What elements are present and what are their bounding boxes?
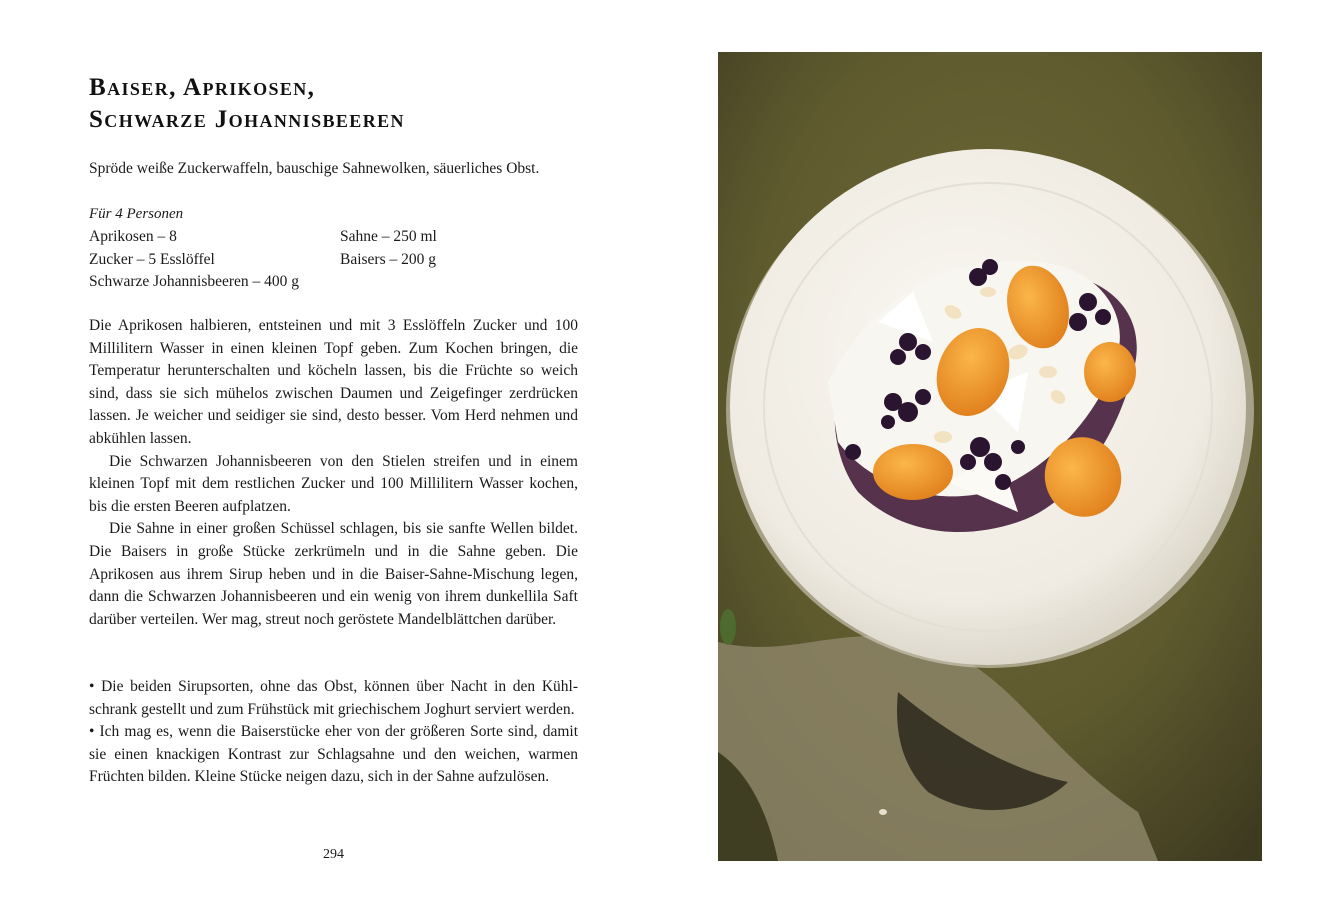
ingredient-item: Sahne – 250 ml [340,228,437,245]
dessert-photo [718,52,1262,861]
left-page [0,0,661,921]
method-paragraph: Die Aprikosen halbieren, entsteinen und mit 3 Esslöffeln Zucker und 100 Millilitern Wasser in einen kleinen Topf geben. Zum Kochen bringen, die Temperatur herunterschalten und köcheln lassen, bis die Früchte so weich sind, dass sie sich mühelos zwischen Daumen und Zeigefinger zerdrücken lassen. Je weicher und seidiger sie sind, desto besser. Vom Herd nehmen und abkühlen lassen. [89,317,578,447]
recipe-title [89,72,405,136]
tip-item: • Die beiden Sirupsorten, ohne das Obst, können über Nacht in den Kühlschrank gestellt und zum Frühstück mit griechischem Joghurt serviert werden. [89,678,578,718]
recipe-title-line-1: Baiser, Aprikosen, [89,74,316,101]
method-paragraph: Die Schwarzen Johannisbeeren von den Stielen streifen und in einem kleinen Topf mit dem restlichen Zucker und 100 Millilitern Wasser kochen, bis die ersten Beeren aufplatzen. [89,452,578,515]
servings-label: Für 4 Personen [89,206,184,222]
tips-list [89,676,578,789]
leaf [720,609,736,645]
ingredient-item: Schwarze Johannisbeeren – 400 g [89,273,300,290]
petal [879,809,887,815]
dessert-photo-illustration [718,52,1262,861]
ingredient-item: Baisers – 200 g [340,250,437,268]
tip-item: • Ich mag es, wenn die Baiserstücke eher von der größeren Sorte sind, damit sie einen knackigen Kontrast zur Schlagsahne und den weichen, warmen Früchten bilden. Kleine Stücke neigen dazu, sich in der Sahne aufzulösen. [89,723,578,786]
method-text [89,315,578,631]
ingredient-item: Zucker – 5 Esslöffel [89,250,215,268]
apricot-half [1084,342,1136,402]
method-paragraph: Die Sahne in einer großen Schüssel schlagen, bis sie sanfte Wellen bildet. Die Baisers in große Stücke zerkrümeln und in die Sahne geben. Die Aprikosen aus ihrem Sirup heben und in die Baiser-Sahne-Mischung legen, dann die Schwarzen Johannisbeeren und ein wenig von ihrem dunkellila Saft darüber verteilen. Wer mag, streut noch geröstete Mandelblättchen darüber. [89,520,578,628]
ingredient-column-left [89,226,339,294]
apricot-half [873,444,953,500]
recipe-title-line-2: Schwarze Johannisbeeren [89,106,405,133]
ingredient-column-right [340,226,437,271]
recipe-intro: Spröde weiße Zuckerwaffeln, bauschige Sahnewolken, säuerliches Obst. [89,160,540,177]
ingredient-item: Aprikosen – 8 [89,228,177,245]
page-number: 294 [323,847,344,862]
